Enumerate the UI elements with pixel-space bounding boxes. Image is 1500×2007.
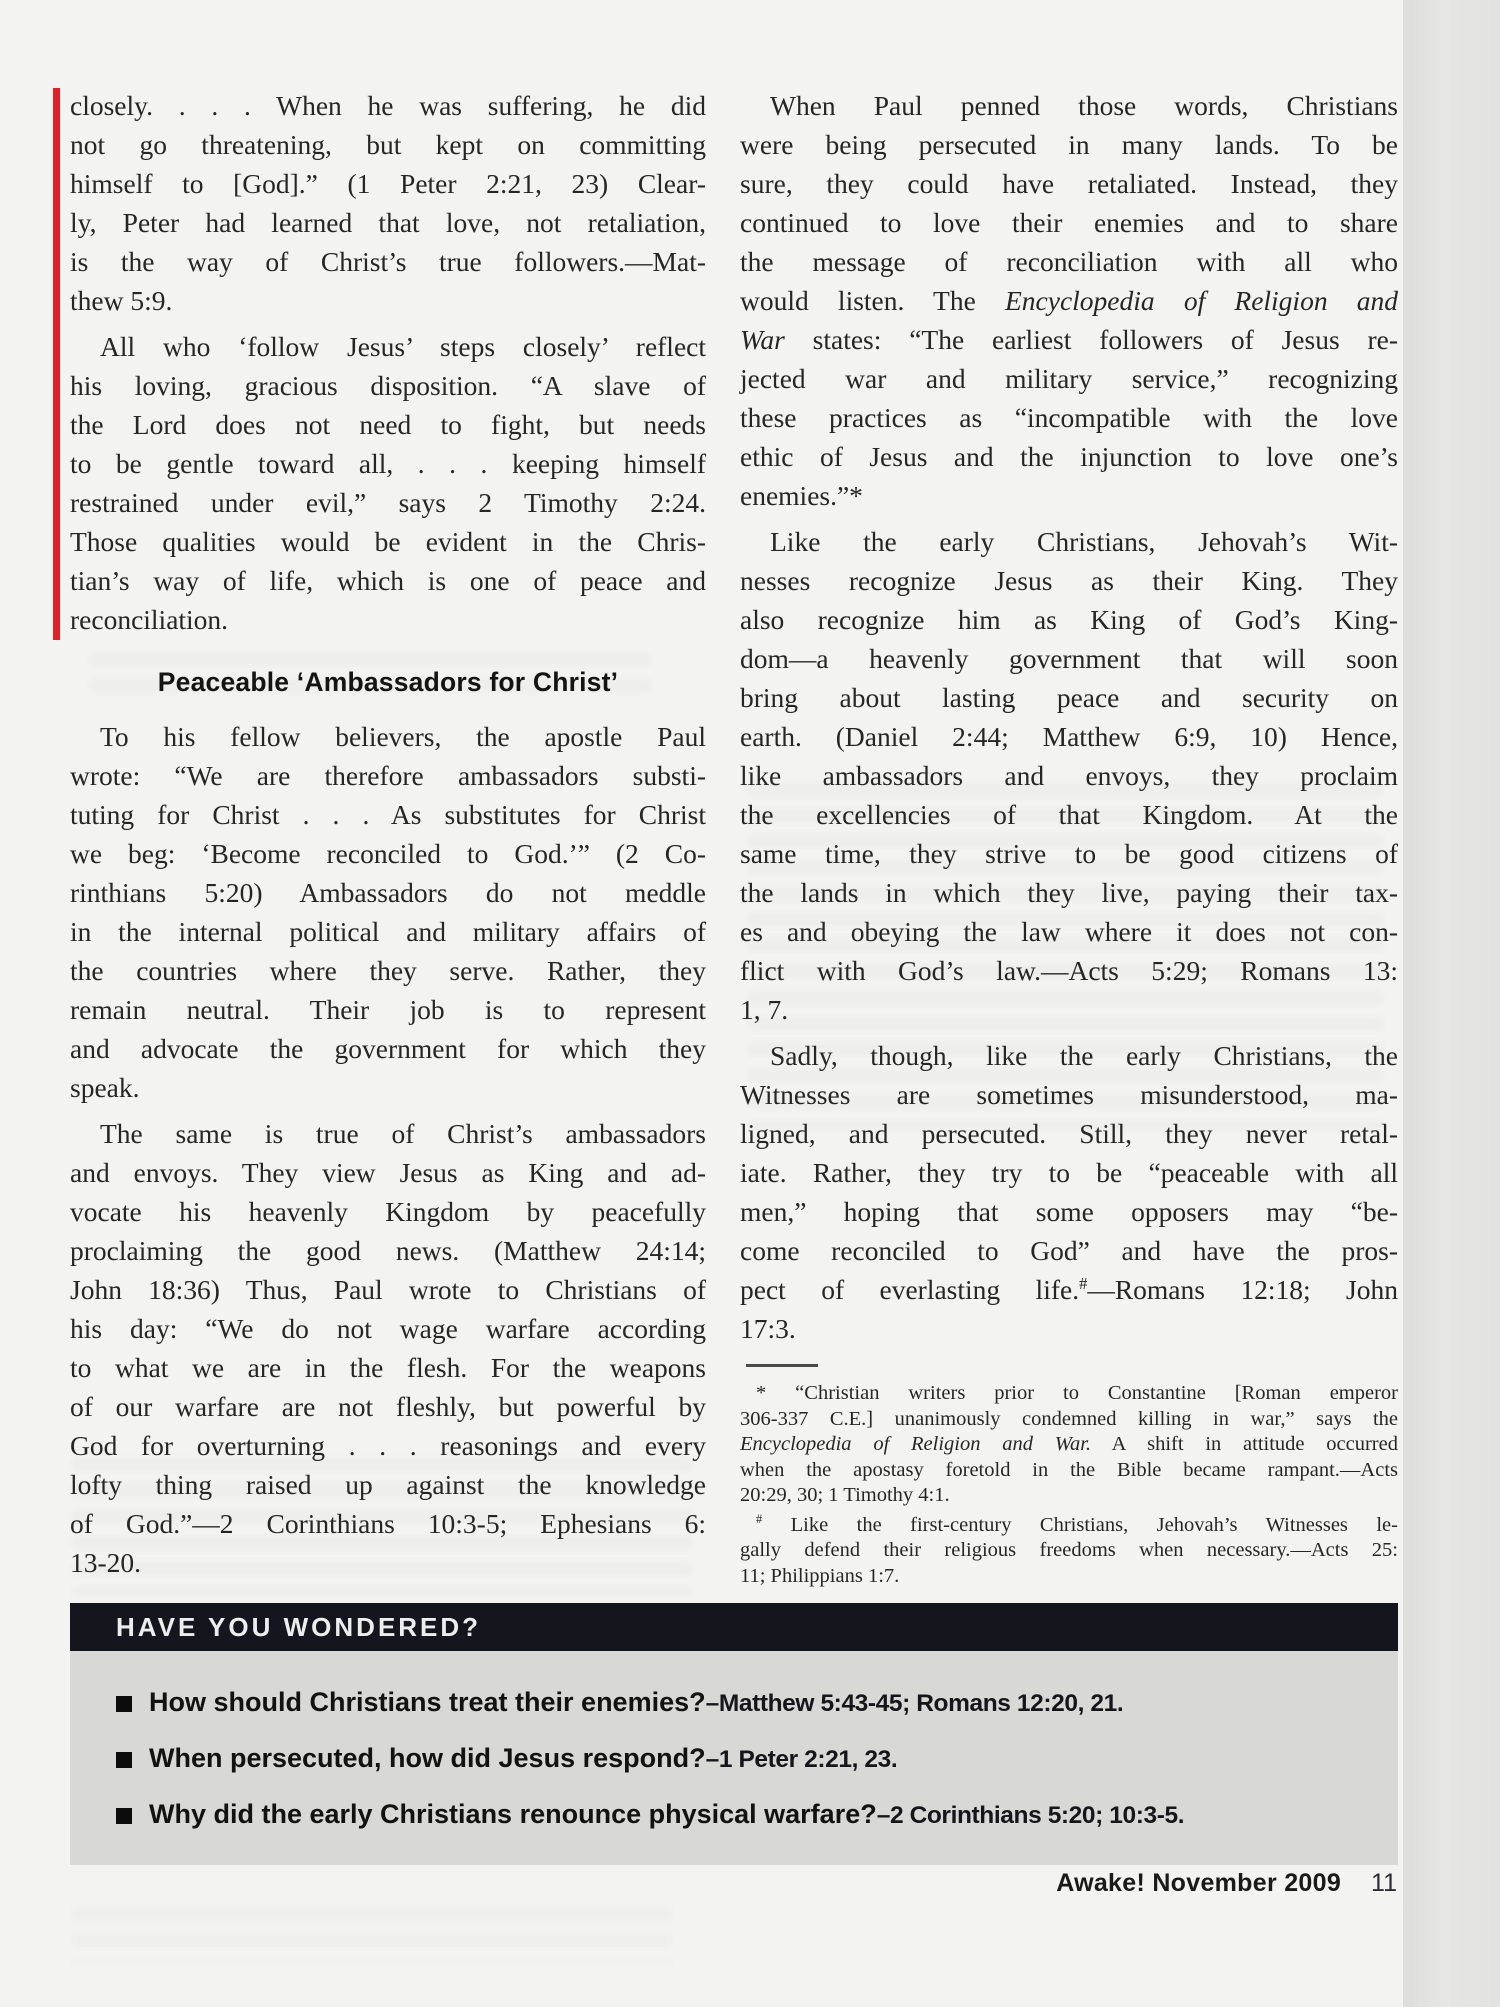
bullet-square-icon (116, 1696, 132, 1712)
text-line: jected war and military service,” recognizing (740, 363, 1398, 394)
red-margin-rule (53, 88, 60, 640)
page-footer (1056, 1869, 1397, 1898)
text-line: es and obeying the law where it does not con- (740, 916, 1398, 947)
text-line: the message of reconciliation with all who (740, 246, 1398, 277)
text-line: remain neutral. Their job is to represent (70, 994, 706, 1025)
footer-page-number: 11 (1371, 1869, 1397, 1897)
text-line: 17:3. (740, 1313, 796, 1344)
text-line: these practices as “incompatible with the love (740, 402, 1398, 433)
text-line: the excellencies of that Kingdom. At the (740, 799, 1398, 830)
text-line: earth. (Daniel 2:44; Matthew 6:9, 10) Hence, (740, 721, 1398, 752)
have-you-wondered-header (70, 1603, 1398, 1651)
text-line: of our warfare are not fleshly, but powerful by (70, 1391, 706, 1422)
text-line: would listen. The Encyclopedia of Religion and (740, 285, 1398, 316)
text-line: John 18:36) Thus, Paul wrote to Christians of (70, 1274, 706, 1305)
paragraph (70, 717, 706, 1107)
text-line: the countries where they serve. Rather, they (70, 955, 706, 986)
text-line: come reconciled to God” and have the pros- (740, 1235, 1398, 1266)
have-you-wondered-box (70, 1603, 1398, 1865)
text-line: and envoys. They view Jesus as King and ad- (70, 1157, 706, 1188)
text-line: his loving, gracious disposition. “A slave of (70, 370, 706, 401)
have-you-wondered-list (70, 1651, 1398, 1865)
wondered-question: Why did the early Christians renounce physical warfare? (149, 1799, 877, 1829)
text-line: All who ‘follow Jesus’ steps closely’ reflect (100, 331, 706, 362)
article-column-right (740, 86, 1398, 1593)
text-line: ligned, and persecuted. Still, they never retal- (740, 1118, 1398, 1149)
text-line: we beg: ‘Become reconciled to God.’” (2 Co- (70, 838, 706, 869)
text-line: The same is true of Christ’s ambassadors (100, 1118, 706, 1149)
text-line: To his fellow believers, the apostle Paul (100, 721, 706, 752)
text-line: men,” hoping that some opposers may “be- (740, 1196, 1398, 1227)
footnote (740, 1513, 1398, 1590)
text-line: thew 5:9. (70, 285, 173, 316)
text-line: also recognize him as King of God’s King- (740, 604, 1398, 635)
footer-magazine-issue: Awake! November 2009 (1056, 1869, 1342, 1897)
text-line: sure, they could have retaliated. Instead, they (740, 168, 1398, 199)
paragraph (740, 86, 1398, 515)
wondered-item (116, 1685, 1368, 1721)
paragraph (740, 1036, 1398, 1348)
paragraph (70, 1114, 706, 1582)
text-line: bring about lasting peace and security on (740, 682, 1398, 713)
wondered-item (116, 1797, 1368, 1833)
text-line: not go threatening, but kept on committing (70, 129, 706, 160)
text-line: same time, they strive to be good citizens of (740, 838, 1398, 869)
article-column-left (70, 86, 706, 1589)
paragraph (70, 86, 706, 320)
text-line: 13-20. (70, 1547, 142, 1578)
bullet-square-icon (116, 1808, 132, 1824)
text-line: reconciliation. (70, 604, 229, 635)
text-line: dom—a heavenly government that will soon (740, 643, 1398, 674)
text-line: tian’s way of life, which is one of peace and (70, 565, 706, 596)
text-line: * “Christian writers prior to Constantine [Roman emperor (756, 1382, 1398, 1404)
text-line: vocate his heavenly Kingdom by peacefully (70, 1196, 706, 1227)
text-line: of God.”—2 Corinthians 10:3-5; Ephesians 6: (70, 1508, 706, 1539)
wondered-question: When persecuted, how did Jesus respond? (149, 1743, 706, 1773)
paragraph (740, 522, 1398, 1029)
text-line: is the way of Christ’s true followers.—Mat- (70, 246, 706, 277)
text-line: War states: “The earliest followers of Jesus re- (740, 324, 1398, 355)
text-line: when the apostasy foretold in the Bible became rampant.—Acts (740, 1458, 1398, 1481)
page-edge-shadow (1403, 0, 1500, 2007)
text-line: 306-337 C.E.] unanimously condemned killing in war,” says the (740, 1407, 1398, 1430)
paragraph (70, 327, 706, 639)
text-line: his day: “We do not wage warfare according (70, 1313, 706, 1344)
text-line: the lands in which they live, paying their tax- (740, 877, 1398, 908)
text-line: to what we are in the flesh. For the weapons (70, 1352, 706, 1383)
text-line: ethic of Jesus and the injunction to love one’s (740, 441, 1398, 472)
text-line: nesses recognize Jesus as their King. They (740, 565, 1398, 596)
text-line: gally defend their religious freedoms when necessary.—Acts 25: (740, 1539, 1398, 1561)
wondered-reference: –Matthew 5:43-45; Romans 12:20, 21. (705, 1690, 1124, 1717)
text-line: to be gentle toward all, . . . keeping himself (70, 448, 706, 479)
text-line: 11; Philippians 1:7. (740, 1564, 900, 1587)
footnote (740, 1381, 1398, 1509)
text-line: pect of everlasting life.#—Romans 12:18; John (740, 1273, 1398, 1305)
text-line: restrained under evil,” says 2 Timothy 2:24. (70, 487, 706, 518)
text-line: God for overturning . . . reasonings and every (70, 1430, 706, 1461)
have-you-wondered-title: HAVE YOU WONDERED? (116, 1611, 482, 1642)
bullet-square-icon (116, 1752, 132, 1768)
text-line: the Lord does not need to fight, but needs (70, 409, 706, 440)
text-line: were being persecuted in many lands. To be (740, 129, 1398, 160)
text-line: 20:29, 30; 1 Timothy 4:1. (740, 1484, 950, 1506)
text-line: wrote: “We are therefore ambassadors substi- (70, 760, 706, 791)
text-line: ly, Peter had learned that love, not retaliation, (70, 207, 706, 238)
text-line: like ambassadors and envoys, they proclaim (740, 760, 1398, 791)
footnote-rule (746, 1364, 818, 1367)
text-line: lofty thing raised up against the knowledge (70, 1469, 706, 1500)
text-line: and advocate the government for which they (70, 1033, 706, 1064)
text-line: # Like the first-century Christians, Jehovah’s Witnesses le- (756, 1511, 1398, 1536)
wondered-reference: –1 Peter 2:21, 23. (705, 1746, 898, 1773)
text-line: Encyclopedia of Religion and War. A shift in attitude occurred (740, 1433, 1398, 1455)
text-line: in the internal political and military affairs of (70, 916, 706, 947)
text-line: Sadly, though, like the early Christians, the (770, 1040, 1398, 1071)
section-heading: Peaceable ‘Ambassadors for Christ’ (157, 667, 619, 697)
text-line: continued to love their enemies and to share (740, 207, 1398, 238)
text-line: Like the early Christians, Jehovah’s Wit- (770, 526, 1398, 557)
text-line: speak. (70, 1072, 140, 1103)
wondered-question: How should Christians treat their enemies? (149, 1687, 706, 1717)
text-line: proclaiming the good news. (Matthew 24:14; (70, 1235, 706, 1266)
text-line: When Paul penned those words, Christians (770, 90, 1398, 121)
text-line: 1, 7. (740, 994, 789, 1025)
text-line: closely. . . . When he was suffering, he did (70, 90, 706, 121)
text-line: tuting for Christ . . . As substitutes for Christ (70, 799, 706, 830)
text-line: rinthians 5:20) Ambassadors do not meddle (70, 877, 706, 908)
text-line: flict with God’s law.—Acts 5:29; Romans 13: (740, 955, 1398, 986)
text-line: enemies.”* (740, 480, 863, 511)
text-line: Witnesses are sometimes misunderstood, ma- (740, 1079, 1398, 1110)
text-line: iate. Rather, they try to be “peaceable with all (740, 1157, 1398, 1188)
text-line: himself to [God].” (1 Peter 2:21, 23) Clear- (70, 168, 706, 199)
text-line: Those qualities would be evident in the Chris- (70, 526, 706, 557)
wondered-reference: –2 Corinthians 5:20; 10:3-5. (876, 1802, 1185, 1829)
wondered-item (116, 1741, 1368, 1777)
